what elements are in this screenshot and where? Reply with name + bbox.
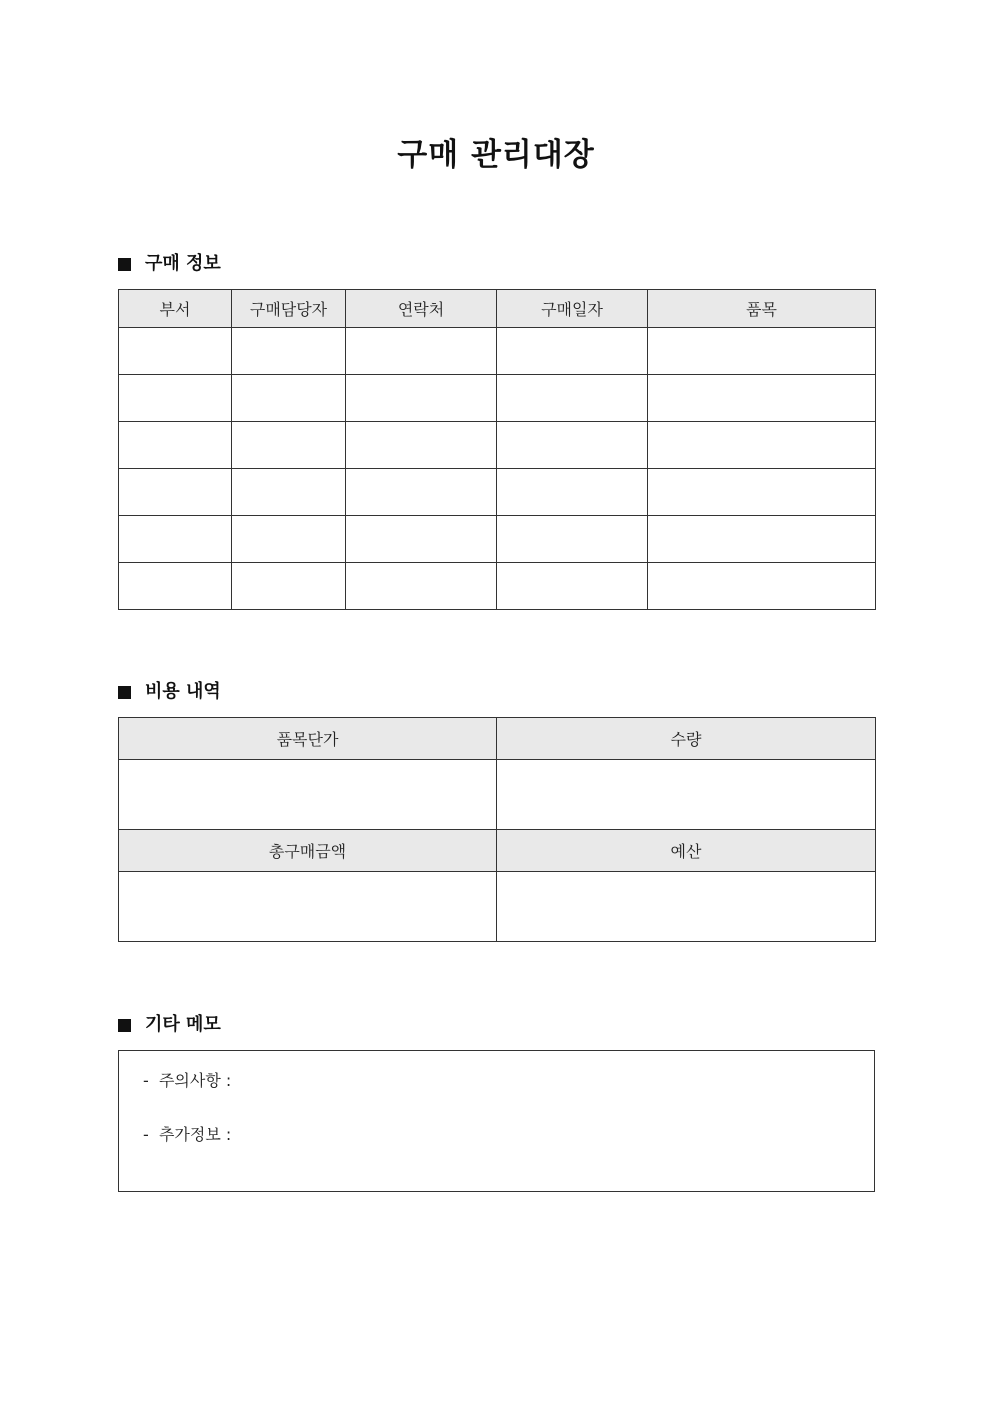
- document-title: 구매 관리대장: [397, 137, 595, 173]
- memo-box[interactable]: [118, 1050, 875, 1192]
- table-cell[interactable]: [232, 422, 346, 469]
- memo-line-caution: - 주의사항 :: [143, 1071, 232, 1090]
- header-buyer: 구매담당자: [232, 290, 346, 328]
- square-bullet-icon: [118, 1019, 131, 1032]
- table-cell[interactable]: [232, 328, 346, 375]
- table-cell[interactable]: [648, 328, 876, 375]
- table-row: [119, 422, 876, 469]
- header-budget: 예산: [497, 830, 876, 872]
- table-row: [119, 469, 876, 516]
- header-purchase-date: 구매일자: [497, 290, 648, 328]
- quantity-cell[interactable]: [497, 760, 876, 830]
- section-heading-memo: [118, 1012, 221, 1038]
- budget-cell[interactable]: [497, 872, 876, 942]
- table-cell[interactable]: [232, 375, 346, 422]
- table-cell[interactable]: [497, 469, 648, 516]
- table-cell[interactable]: [648, 422, 876, 469]
- table-cell[interactable]: [497, 516, 648, 563]
- header-total-amount: 총구매금액: [119, 830, 497, 872]
- table-cell[interactable]: [497, 328, 648, 375]
- table-row: [119, 563, 876, 610]
- memo-line-additional-info: - 추가정보 :: [143, 1125, 232, 1144]
- table-row: [119, 516, 876, 563]
- table-header-row: [119, 830, 876, 872]
- table-cell[interactable]: [648, 469, 876, 516]
- table-cell[interactable]: [648, 516, 876, 563]
- unit-price-cell[interactable]: [119, 760, 497, 830]
- table-row: [119, 328, 876, 375]
- table-cell[interactable]: [232, 516, 346, 563]
- square-bullet-icon: [118, 686, 131, 699]
- table-header-row: [119, 718, 876, 760]
- cost-details-table: [118, 717, 876, 942]
- total-amount-cell[interactable]: [119, 872, 497, 942]
- table-cell[interactable]: [232, 469, 346, 516]
- section-heading-text: 구매 정보: [145, 253, 221, 274]
- header-item: 품목: [648, 290, 876, 328]
- table-cell[interactable]: [346, 422, 497, 469]
- table-cell[interactable]: [119, 422, 232, 469]
- square-bullet-icon: [118, 258, 131, 271]
- table-cell[interactable]: [497, 422, 648, 469]
- purchase-info-table: [118, 289, 876, 610]
- header-department: 부서: [119, 290, 232, 328]
- table-cell[interactable]: [119, 563, 232, 610]
- table-cell[interactable]: [119, 469, 232, 516]
- table-cell[interactable]: [119, 516, 232, 563]
- table-cell[interactable]: [497, 563, 648, 610]
- table-cell[interactable]: [497, 375, 648, 422]
- table-cell[interactable]: [346, 328, 497, 375]
- section-heading-text: 비용 내역: [145, 681, 221, 702]
- table-cell[interactable]: [648, 563, 876, 610]
- table-cell[interactable]: [119, 328, 232, 375]
- table-cell[interactable]: [346, 375, 497, 422]
- section-heading-cost-details: [118, 679, 221, 705]
- table-cell[interactable]: [346, 563, 497, 610]
- section-heading-text: 기타 메모: [145, 1014, 221, 1035]
- table-header-row: [119, 290, 876, 328]
- table-cell[interactable]: [648, 375, 876, 422]
- table-row: [119, 375, 876, 422]
- table-row: [119, 872, 876, 942]
- table-cell[interactable]: [346, 516, 497, 563]
- table-cell[interactable]: [119, 375, 232, 422]
- section-heading-purchase-info: [118, 251, 221, 277]
- header-unit-price: 품목단가: [119, 718, 497, 760]
- header-quantity: 수량: [497, 718, 876, 760]
- table-cell[interactable]: [346, 469, 497, 516]
- header-contact: 연락처: [346, 290, 497, 328]
- table-row: [119, 760, 876, 830]
- table-cell[interactable]: [232, 563, 346, 610]
